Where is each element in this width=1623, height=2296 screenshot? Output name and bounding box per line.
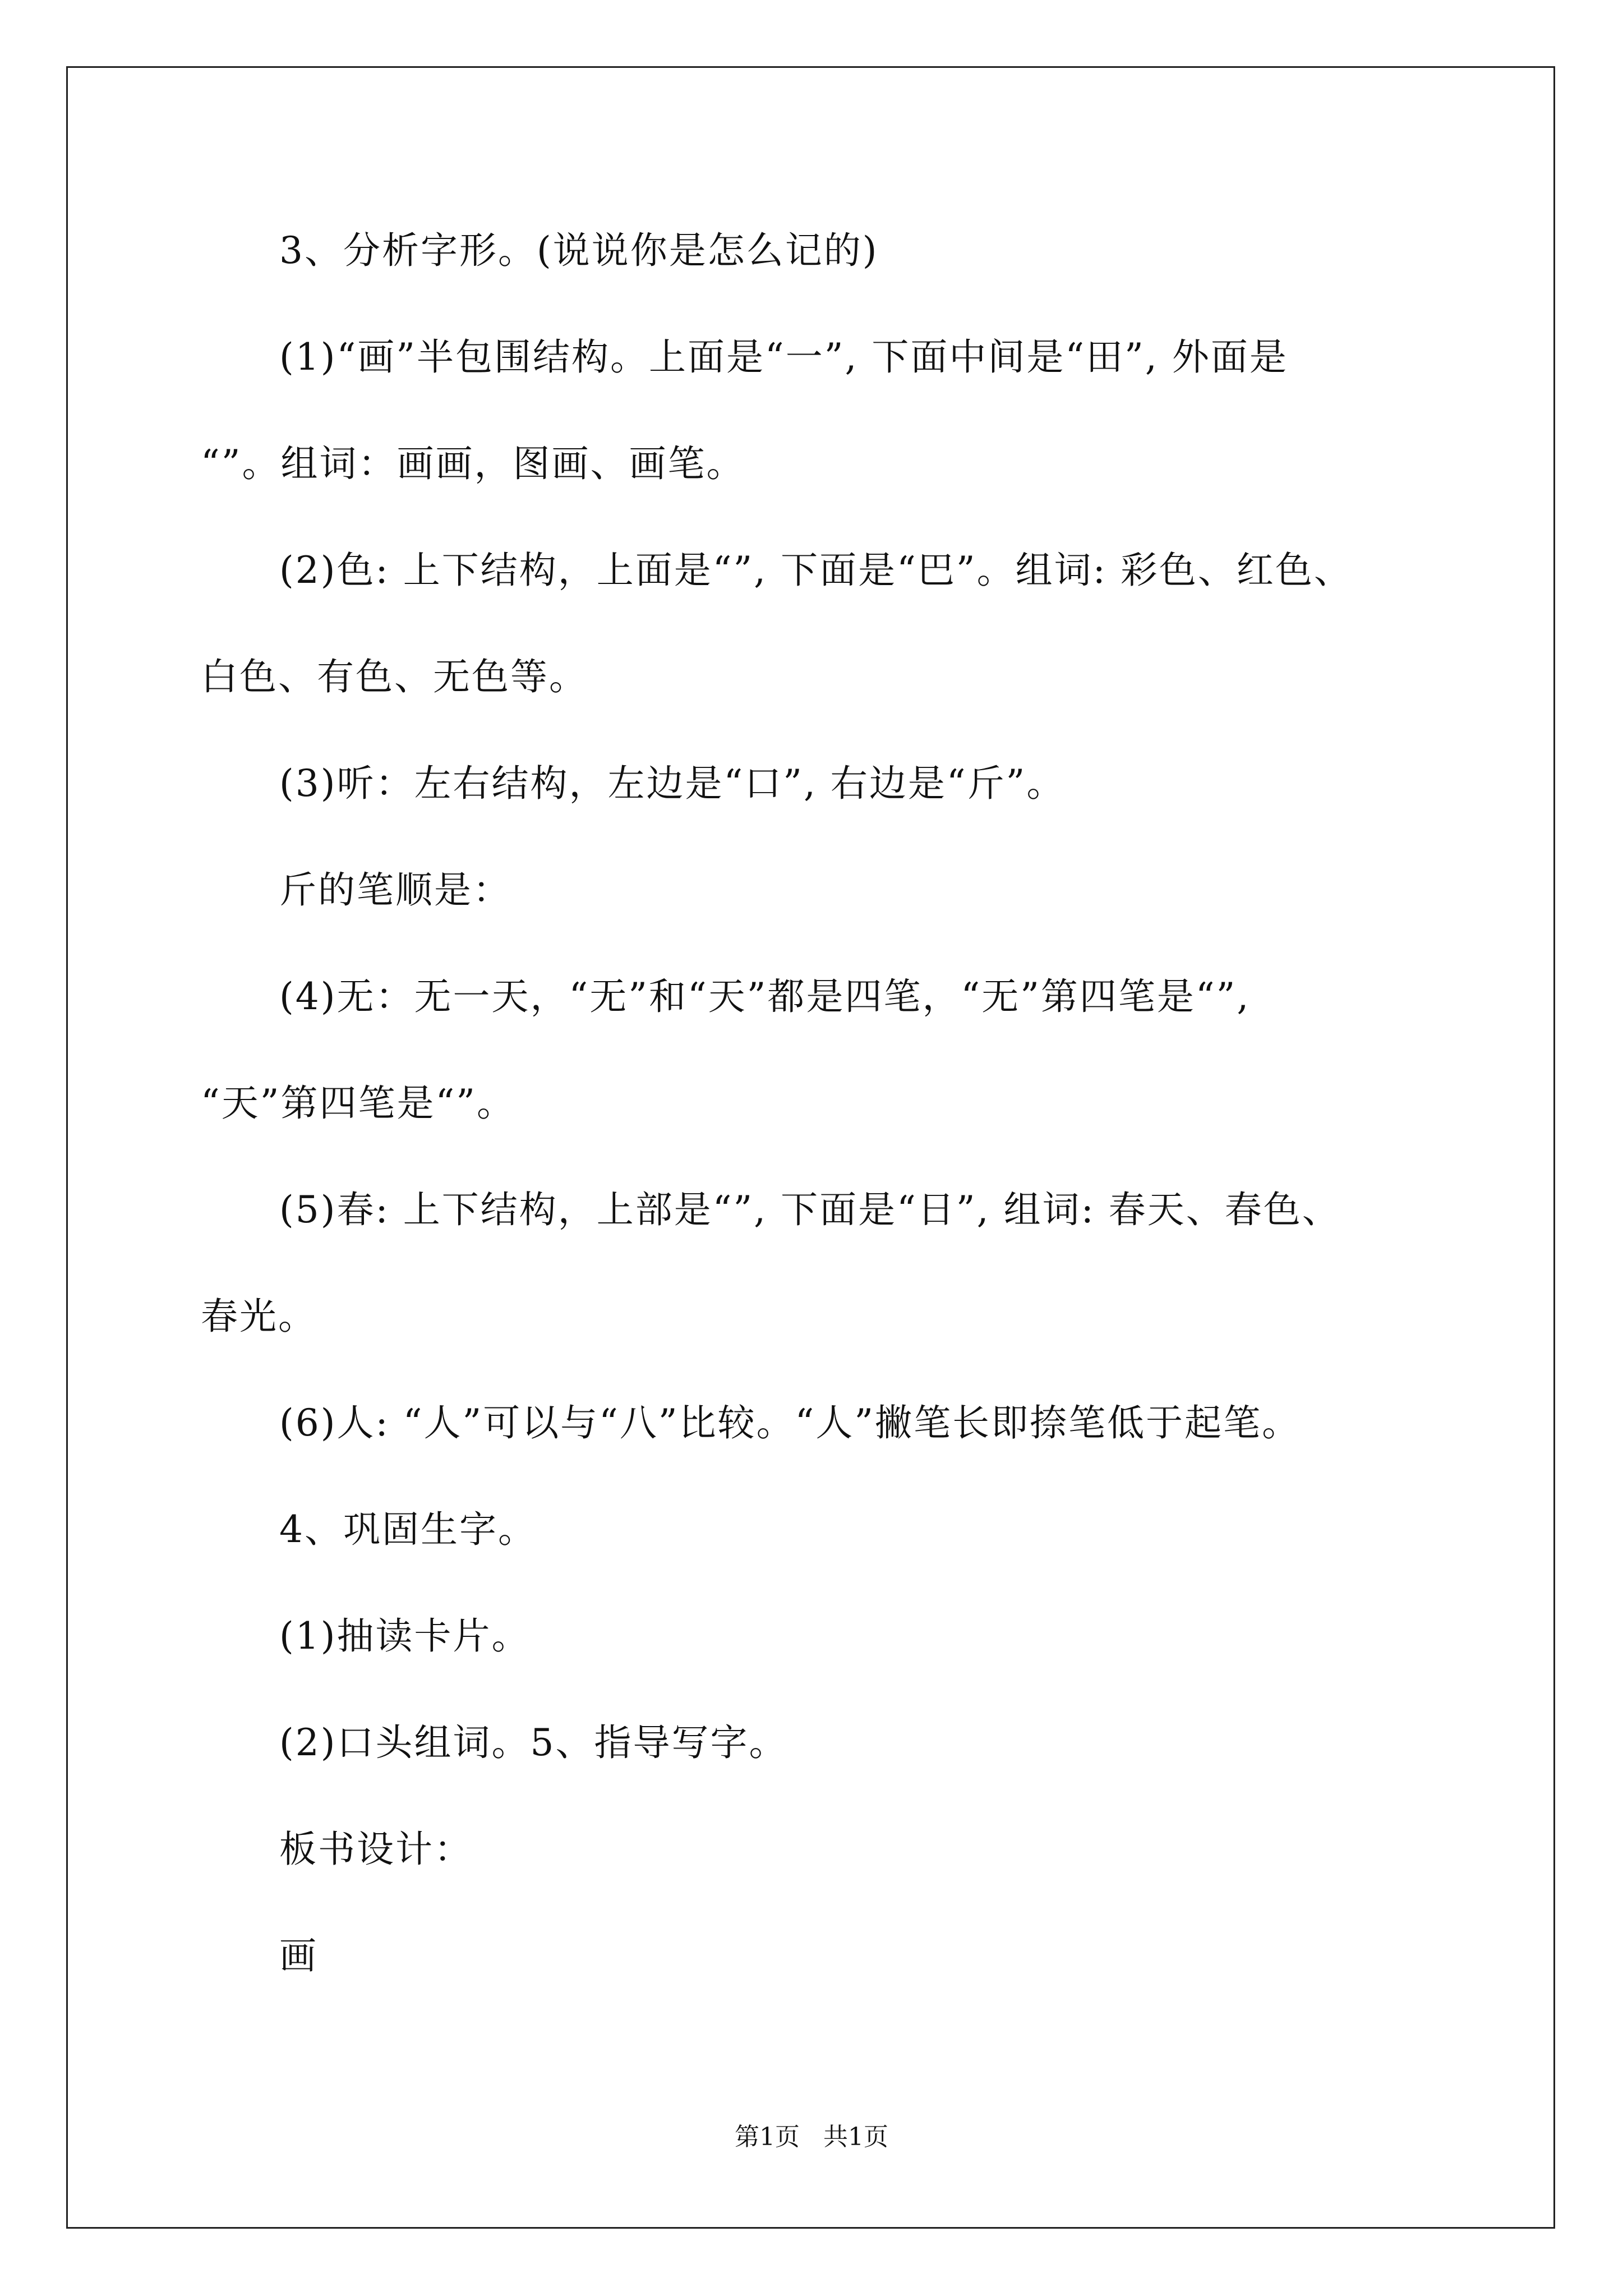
text-line-item-4-cont: “天”第四笔是“”。	[201, 1082, 515, 1125]
page-border	[66, 66, 1555, 2229]
text-line-item-5: (5)春: 上下结构，上部是“”, 下面是“日”, 组词: 春天、春色、	[279, 1188, 1341, 1231]
text-line-oral-words: (2)口头组词。5、指导写字。	[279, 1721, 788, 1764]
text-line-section-3: 3、分析字形。(说说你是怎么记的)	[279, 229, 879, 272]
text-line-item-2-cont: 白色、有色、无色等。	[201, 655, 588, 698]
page-footer: 第1页 共1页	[735, 2123, 888, 2151]
text-line-item-4: (4)无：无一天，“无”和“天”都是四笔，“无”第四笔是“”,	[279, 975, 1251, 1018]
text-line-item-5-cont: 春光。	[201, 1295, 317, 1338]
text-line-item-6: (6)人: “人”可以与“八”比较。“人”撇笔长即捺笔低于起笔。	[279, 1401, 1301, 1444]
text-line-card-reading: (1)抽读卡片。	[279, 1614, 531, 1658]
text-line-item-2: (2)色: 上下结构，上面是“”, 下面是“巴”。组词: 彩色、红色、	[279, 549, 1353, 592]
text-line-stroke-order: 斤的笔顺是：	[279, 868, 511, 912]
text-line-item-1: (1)“画”半包围结构。上面是“一”, 下面中间是“田”, 外面是	[279, 335, 1288, 379]
text-line-board-design: 板书设计：	[279, 1828, 473, 1871]
text-line-item-3: (3)听：左右结构，左边是“口”, 右边是“斤”。	[279, 762, 1066, 805]
text-line-item-1-cont: “”。组词：画画，图画、画笔。	[201, 442, 745, 485]
text-line-board-char: 画	[279, 1934, 318, 1977]
text-line-section-4: 4、巩固生字。	[279, 1508, 537, 1551]
